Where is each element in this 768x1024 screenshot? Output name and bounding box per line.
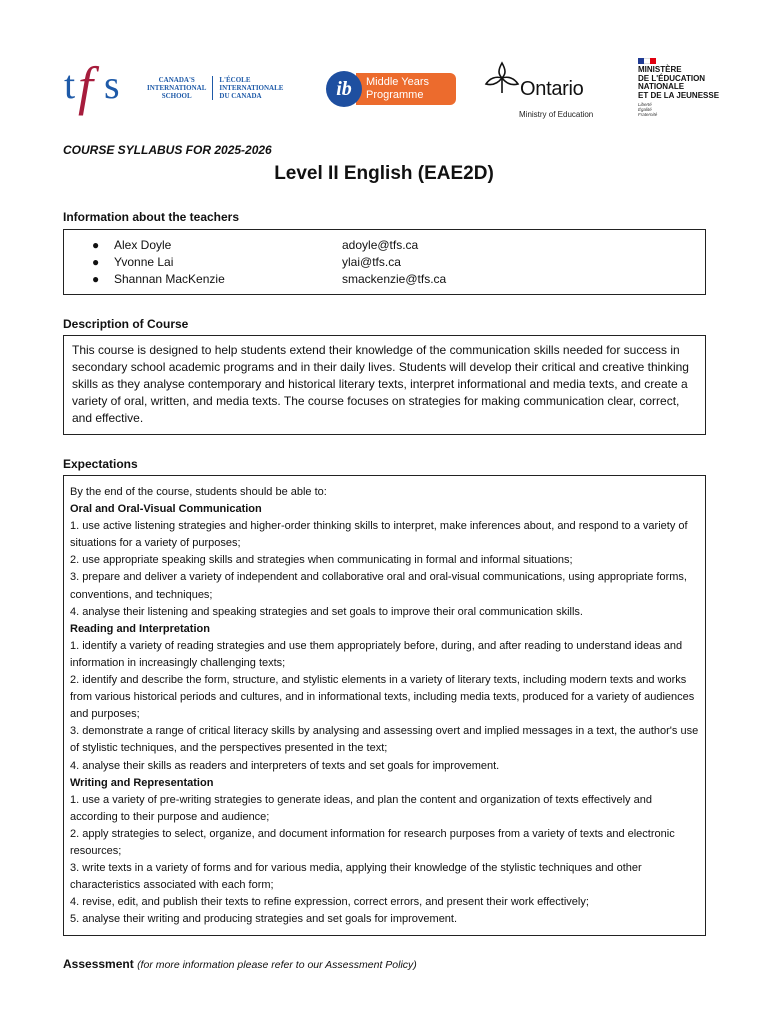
svg-text:t: t <box>64 62 76 107</box>
ontario-ministry-label: Ministry of Education <box>519 110 594 119</box>
tfs-logo <box>64 60 134 127</box>
expectations-intro: By the end of the course, students should be able to: <box>70 486 327 498</box>
svg-text:f: f <box>78 60 94 116</box>
list-item: 2. identify and describe the form, structure, and stylistic elements in a variety of literary texts, including modern texts and works from various historical periods and cultures, and in informational texts, including media texts, produced for a variety of audiences and purposes; <box>70 674 695 721</box>
list-item: 4. revise, edit, and publish their texts to refine expression, correct errors, and present their work effectively; <box>70 896 589 909</box>
ib-program-label: Middle Years Programme <box>356 73 456 105</box>
french-ministry-logo <box>638 58 728 117</box>
french-flag-icon <box>638 58 656 64</box>
ontario-wordmark: Ontario <box>520 78 584 100</box>
ib-myp-logo <box>326 70 456 110</box>
list-item: 5. analyse their writing and producing strategies and set goals for improvement. <box>70 913 458 926</box>
writing-section-title: Writing and Representation <box>70 776 214 789</box>
french-ministry-name: MINISTÈRE DE L'ÉDUCATION NATIONALE ET DE LA JEUNESSE <box>638 65 720 100</box>
list-item: 1. use a variety of pre-writing strategies to generate ideas, and plan the content and organization of texts effectively and according to their purpose and audience; <box>70 793 652 823</box>
bullet-icon: ● <box>92 272 100 286</box>
reading-section-title: Reading and Interpretation <box>70 622 210 635</box>
expectations-box <box>63 475 706 936</box>
french-motto: Liberté Égalité Fraternité <box>638 102 658 118</box>
ib-circle-icon: ib <box>326 71 362 107</box>
assessment-note: (for more information please refer to our Assessment Policy) <box>137 959 417 971</box>
assessment-heading: Assessment <box>63 957 134 971</box>
teacher-email[interactable]: smackenzie@tfs.ca <box>342 272 447 286</box>
list-item: 4. analyse their listening and speaking strategies and set goals to improve their oral communication skills. <box>70 605 583 618</box>
syllabus-label: COURSE SYLLABUS FOR 2025-2026 <box>63 143 272 157</box>
teacher-name: Yvonne Lai <box>114 255 174 269</box>
description-box <box>63 335 706 435</box>
expectations-heading: Expectations <box>63 457 138 471</box>
svg-text:s: s <box>104 62 120 107</box>
list-item: 3. demonstrate a range of critical literacy skills by analysing and assessing overt and implied messages in a text, the author's use of stylistic techniques, and the perspectives presented in the text; <box>70 725 699 755</box>
list-item: 1. use active listening strategies and higher-order thinking skills to interpret, make inferences about, and respond to a variety of situations for a variety of purposes; <box>70 520 688 550</box>
course-title: Level II English (EAE2D) <box>274 163 494 184</box>
teacher-row <box>92 237 705 254</box>
assessment-line <box>63 957 417 971</box>
trillium-icon <box>484 60 520 96</box>
bullet-icon: ● <box>92 255 100 269</box>
teacher-row <box>92 271 705 288</box>
school-name-fr: L'ÉCOLE INTERNATIONALE DU CANADA <box>219 76 284 100</box>
oral-section-title: Oral and Oral-Visual Communication <box>70 503 262 516</box>
list-item: 1. identify a variety of reading strategies and use them appropriately before, during, and after reading to understand ideas and information in increasingly challenging texts; <box>70 639 683 669</box>
bullet-icon: ● <box>92 238 100 252</box>
school-names <box>147 76 283 100</box>
list-item: 2. apply strategies to select, organize, and document information for research purposes from a variety of texts and electronic resources; <box>70 827 675 857</box>
logo-row <box>0 0 768 130</box>
teachers-heading: Information about the teachers <box>63 210 240 224</box>
description-text: This course is designed to help students extend their knowledge of the communication skills needed for success in secondary school academic programs and in their daily lives. Students will develop their critical and creative thinking skills as they analyse contemporary and historical literary texts, interpret informational and media texts, and create a variety of oral, written, and media texts. The course focuses on strategies for making communication clear, correct, and effective. <box>72 343 689 425</box>
list-item: 3. prepare and deliver a variety of independent and collaborative oral and oral-visual communications, using appropriate forms, conventions, and techniques; <box>70 571 687 601</box>
tfs-wordmark-icon <box>64 60 134 122</box>
teacher-name: Alex Doyle <box>114 238 172 252</box>
teacher-email[interactable]: adoyle@tfs.ca <box>342 238 419 252</box>
description-heading: Description of Course <box>63 317 189 331</box>
list-item: 3. write texts in a variety of forms and for various media, applying their knowledge of the stylistic techniques and other characteristics associated with each form; <box>70 862 642 892</box>
teachers-box <box>63 229 706 295</box>
teacher-email[interactable]: ylai@tfs.ca <box>342 255 401 269</box>
teacher-name: Shannan MacKenzie <box>114 272 225 286</box>
teacher-row <box>92 254 705 271</box>
list-item: 2. use appropriate speaking skills and strategies when communicating in formal and informal situations; <box>70 554 573 567</box>
ontario-logo <box>484 56 614 126</box>
school-name-en: CANADA'S INTERNATIONAL SCHOOL <box>147 76 213 100</box>
list-item: 4. analyse their skills as readers and interpreters of texts and set goals for improvement. <box>70 759 500 772</box>
